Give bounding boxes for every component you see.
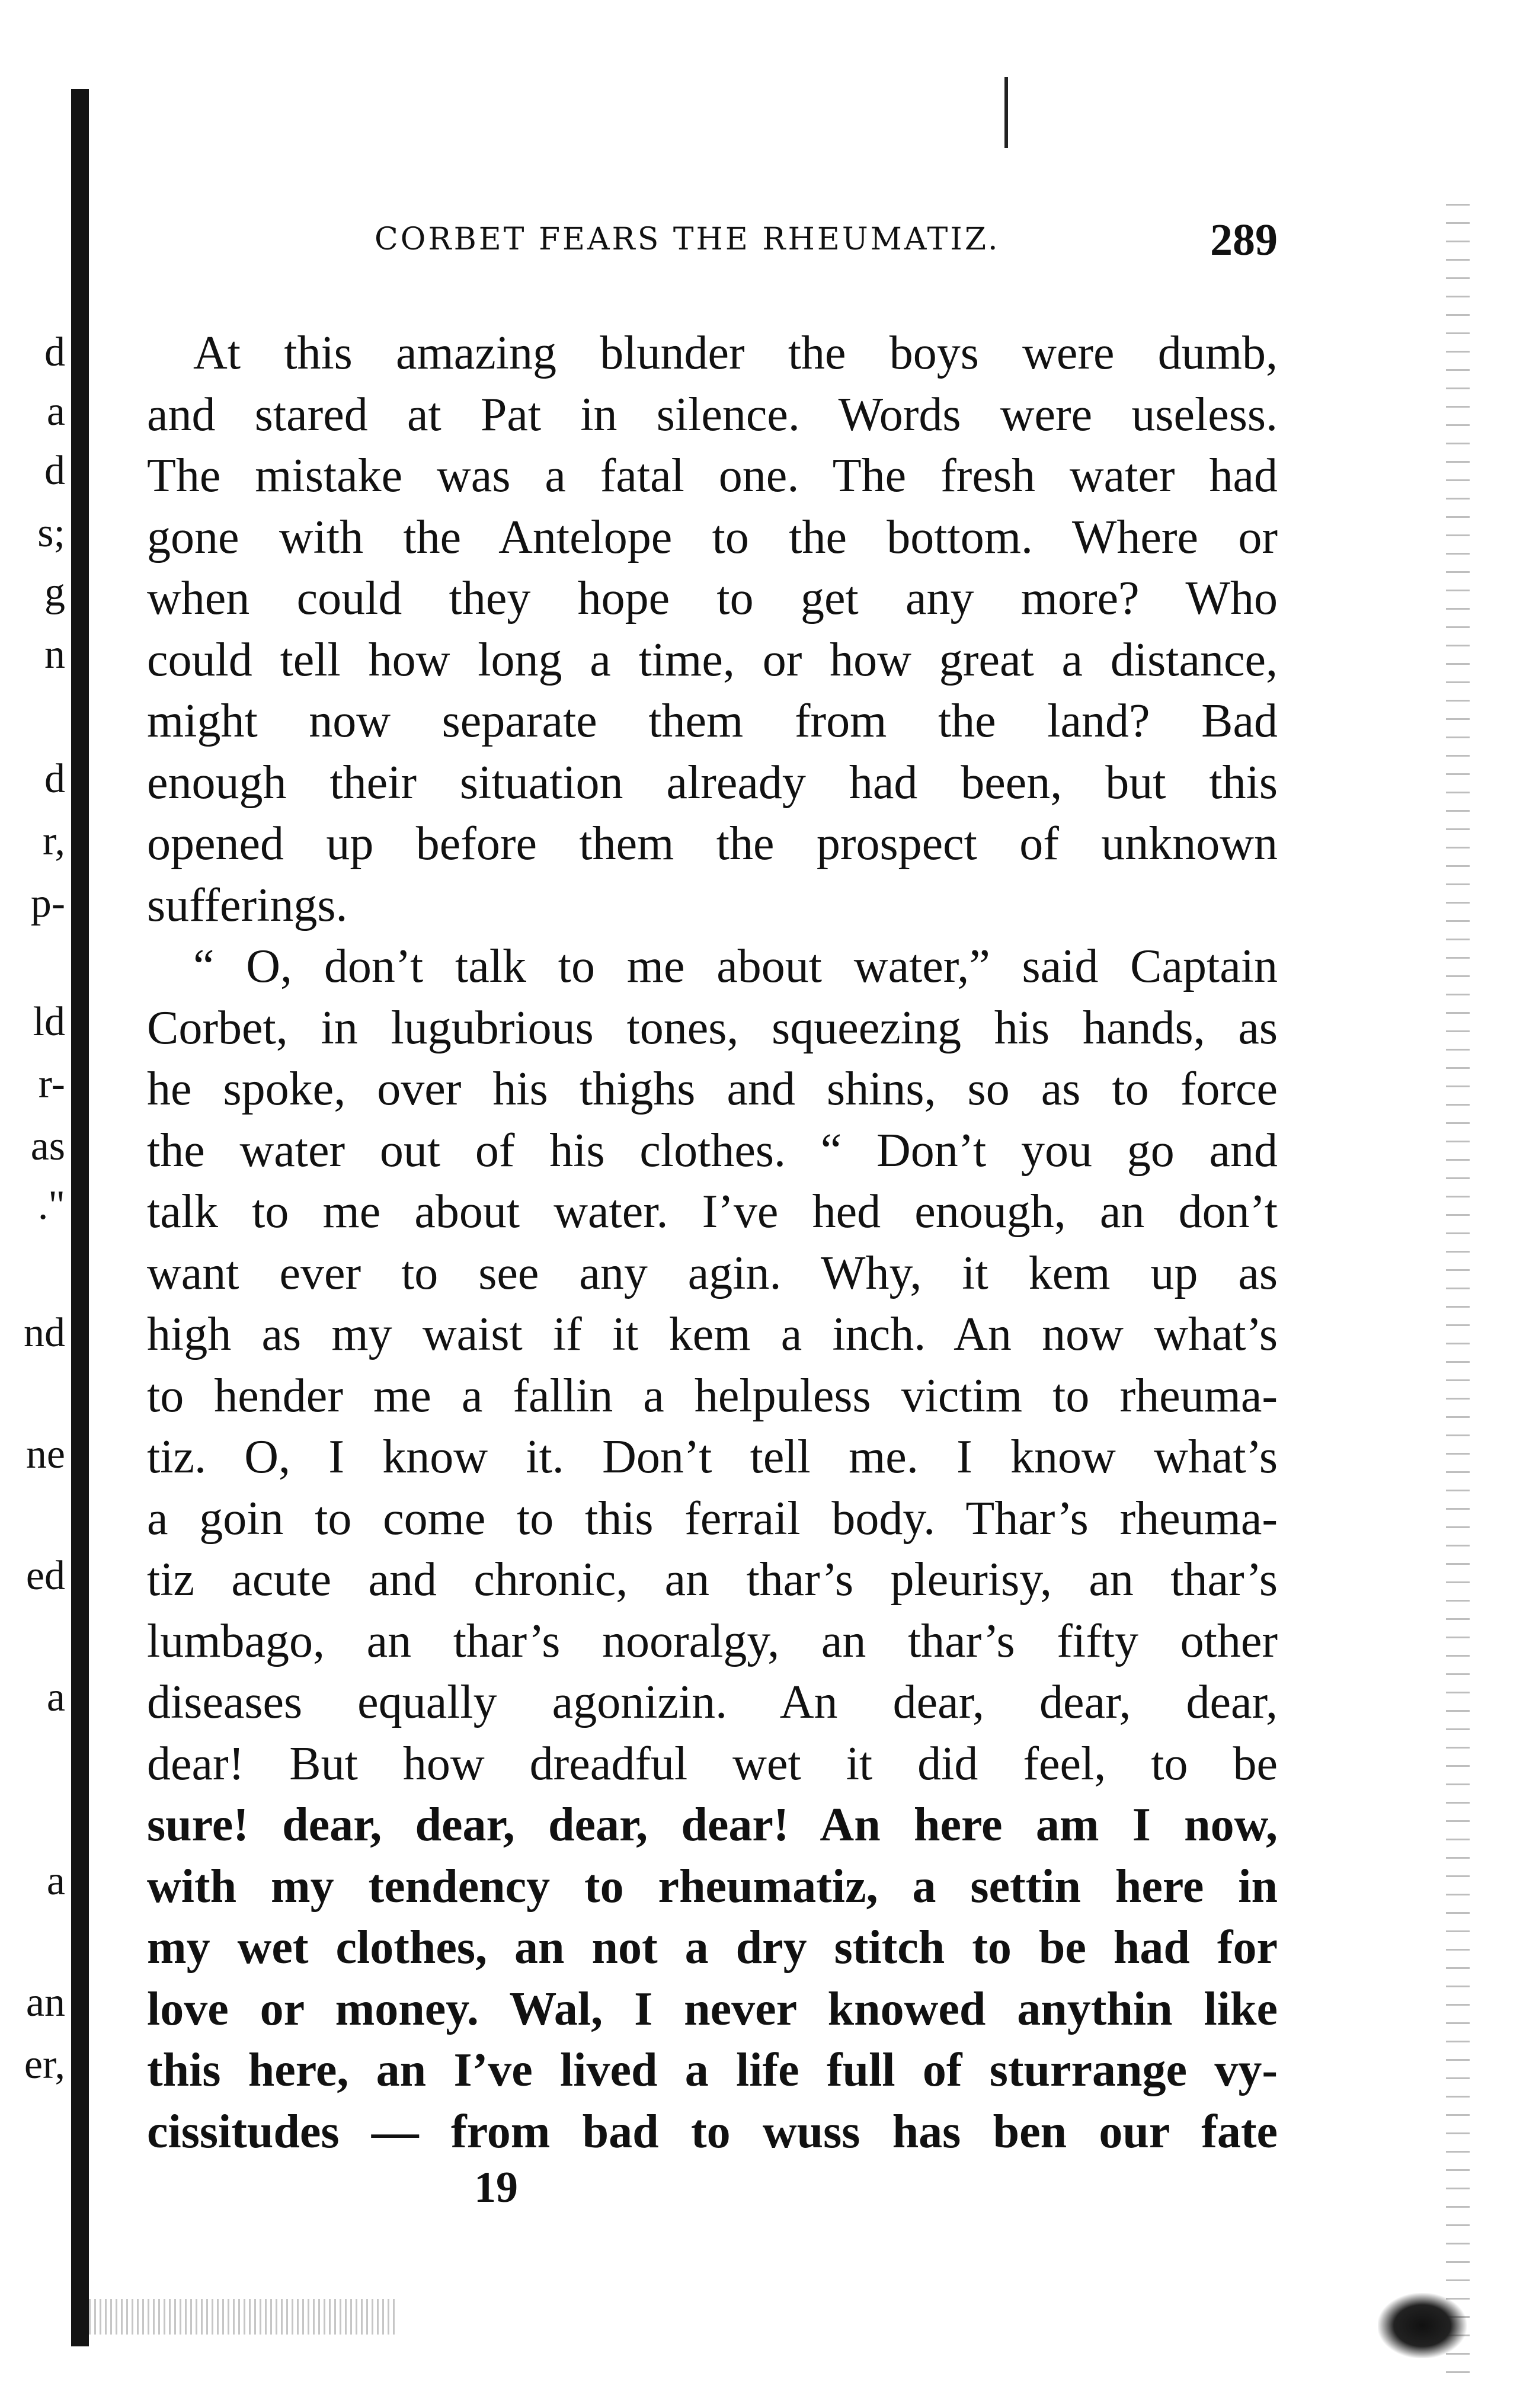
page-number: 289 <box>1210 215 1278 265</box>
margin-fragment: d <box>44 756 65 802</box>
text-line: could tell how long a time, or how great a distance, <box>147 633 1278 686</box>
text-line: my wet clothes, an not a dry stitch to be had for <box>147 1922 1278 1974</box>
text-line: talk to me about water. I’ve hed enough, an don’t <box>147 1186 1278 1238</box>
margin-fragment: ld <box>33 999 65 1045</box>
text-line: when could they hope to get any more? Who <box>147 572 1278 625</box>
text-line: opened up before them the prospect of unknown <box>147 818 1278 870</box>
text-line: love or money. Wal, I never knowed anythin like <box>147 1983 1278 2035</box>
margin-fragment: n <box>44 632 65 677</box>
text-line: this here, an I’ve lived a life full of sturrange vy- <box>147 2044 1278 2096</box>
text-line: and stared at Pat in silence. Words were useless. <box>147 388 1278 441</box>
text-line: high as my waist if it kem a inch. An now what’s <box>147 1308 1278 1360</box>
text-line: with my tendency to rheumatiz, a settin here in <box>147 1860 1278 1913</box>
running-head-title: CORBET FEARS THE RHEUMATIZ. <box>375 222 1000 257</box>
text-line: dear! But how dreadful wet it did feel, to be <box>147 1737 1278 1790</box>
text-line: tiz. O, I know it. Don’t tell me. I know what’s <box>147 1431 1278 1483</box>
text-line: “ O, don’t talk to me about water,” said Captain <box>193 940 1278 992</box>
text-line: sure! dear, dear, dear, dear! An here am I now, <box>147 1799 1278 1851</box>
margin-fragment: d <box>44 448 65 494</box>
binding-shadow <box>71 89 89 2346</box>
margin-fragment: r- <box>38 1061 65 1107</box>
margin-fragment: a <box>46 1858 65 1904</box>
ink-blot <box>1378 2293 1467 2358</box>
text-line: tiz acute and chronic, an thar’s pleurisy, an thar’s <box>147 1554 1278 1606</box>
page-edge-noise <box>1446 196 1470 2388</box>
margin-fragment: ed <box>25 1553 65 1599</box>
margin-fragment: r, <box>42 818 65 864</box>
text-line: might now separate them from the land? Bad <box>147 695 1278 747</box>
margin-fragment: g <box>44 569 65 615</box>
scan-smudge <box>89 2299 397 2335</box>
text-line: to hender me a fallin a helpuless victim to rheuma- <box>147 1369 1278 1422</box>
text-line: lumbago, an thar’s nooralgy, an thar’s fifty other <box>147 1615 1278 1667</box>
margin-fragment: er, <box>24 2042 65 2087</box>
text-line: a goin to come to this ferrail body. Thar’s rheuma- <box>147 1492 1278 1545</box>
text-line: enough their situation already had been, but this <box>147 756 1278 809</box>
margin-fragment: a <box>46 389 65 434</box>
signature-mark: 19 <box>474 2163 518 2212</box>
margin-fragment: nd <box>24 1310 65 1356</box>
text-line: At this amazing blunder the boys were dumb, <box>193 327 1278 379</box>
body-text <box>147 323 1278 2163</box>
margin-fragment: a <box>46 1674 65 1720</box>
margin-fragment: ." <box>37 1183 65 1228</box>
margin-fragment: an <box>25 1980 65 2025</box>
text-line: the water out of his clothes. “ Don’t you go and <box>147 1124 1278 1177</box>
margin-fragment: p- <box>30 880 65 926</box>
text-line: The mistake was a fatal one. The fresh water had <box>147 450 1278 502</box>
running-head <box>147 214 1278 268</box>
text-line: gone with the Antelope to the bottom. Where or <box>147 511 1278 563</box>
margin-fragment: s; <box>37 510 65 556</box>
margin-fragment: d <box>44 329 65 375</box>
margin-fragment: as <box>30 1123 65 1169</box>
text-line: cissitudes — from bad to wuss has ben our fate <box>147 2105 1278 2158</box>
text-line: sufferings. <box>147 879 348 931</box>
facing-page-fragments <box>0 0 70 2408</box>
text-line: diseases equally agonizin. An dear, dear, dear, <box>147 1676 1278 1728</box>
scan-artifact-mark <box>1004 77 1008 148</box>
margin-fragment: ne <box>25 1432 65 1477</box>
text-line: Corbet, in lugubrious tones, squeezing his hands, as <box>147 1001 1278 1054</box>
text-line: he spoke, over his thighs and shins, so as to force <box>147 1063 1278 1115</box>
text-line: want ever to see any agin. Why, it kem up as <box>147 1247 1278 1299</box>
